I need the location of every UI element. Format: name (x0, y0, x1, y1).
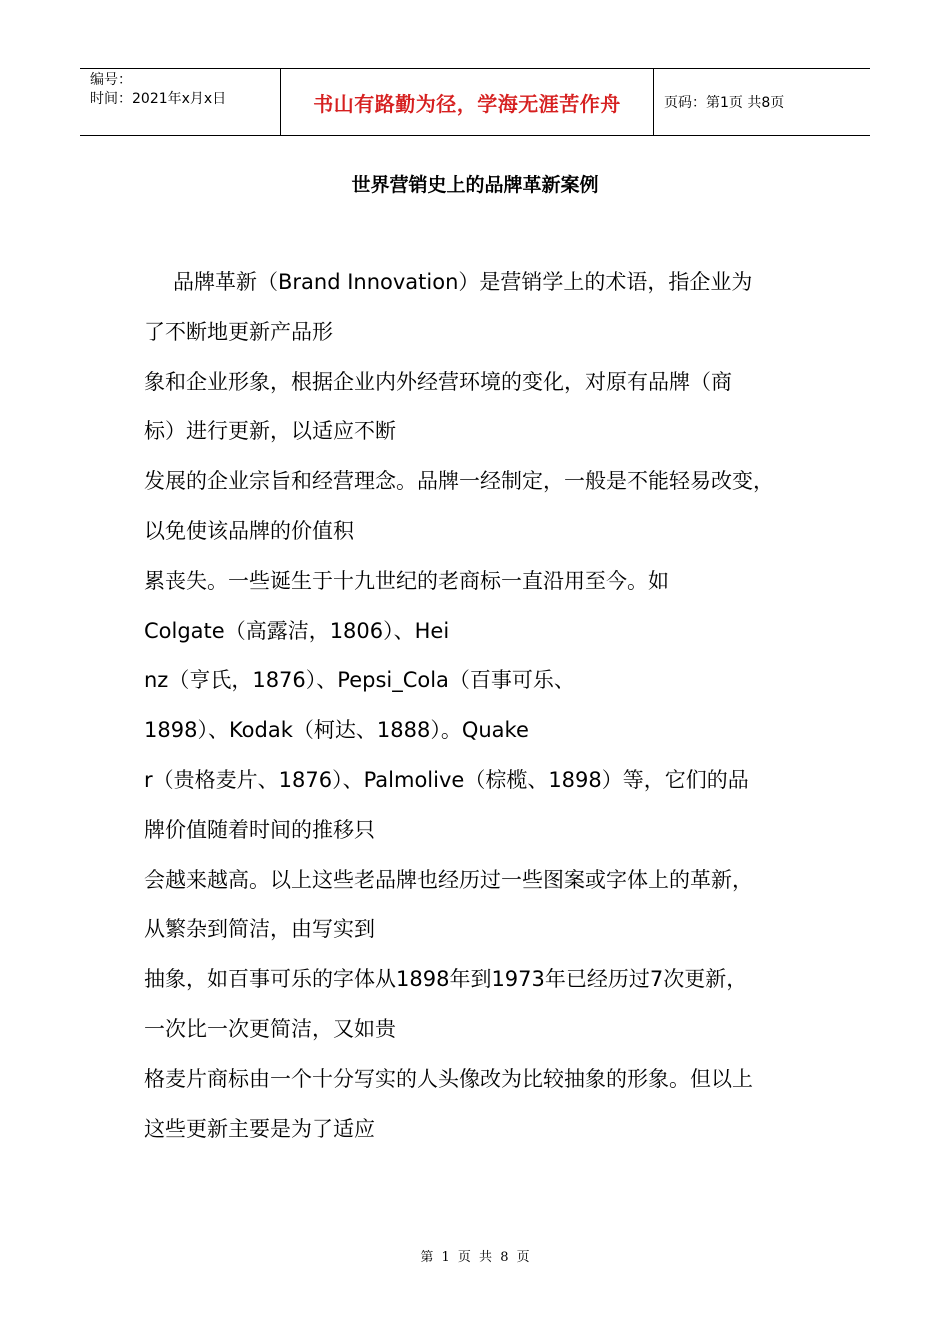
header-motto: 书山有路勤为径，学海无涯苦作舟 (313, 91, 621, 116)
body-line: nz（亨氏，1876）、Pepsi_Cola（百事可乐、 (144, 668, 575, 693)
document-title: 世界营销史上的品牌革新案例 (351, 174, 599, 196)
body-line: 标）进行更新，以适应不断 (144, 419, 396, 444)
body-line: 品牌革新（Brand Innovation）是营销学上的术语，指企业为 (173, 270, 753, 294)
body-line: 牌价值随着时间的推移只 (144, 817, 375, 842)
document-date-label: 时间：2021年x月x日 (90, 91, 227, 107)
body-line: 会越来越高。以上这些老品牌也经历过一些图案或字体上的革新， (144, 867, 753, 892)
document-number-label: 编号： (90, 72, 132, 88)
body-line: 以免使该品牌的价值积 (144, 518, 354, 543)
body-line: 象和企业形象，根据企业内外经营环境的变化，对原有品牌（商 (144, 369, 732, 394)
body-line: 累丧失。一些诞生于十九世纪的老商标一直沿用至今。如 (144, 568, 669, 593)
body-line: 了不断地更新产品形 (144, 319, 333, 344)
header-page-info: 页码：第1页 共8页 (664, 95, 785, 111)
document-body (144, 258, 824, 1154)
header-table (80, 68, 870, 136)
header-meta-cell (80, 69, 281, 135)
header-motto-cell (281, 69, 654, 135)
body-line: 一次比一次更简洁，又如贵 (144, 1016, 396, 1041)
header-page-cell (654, 69, 870, 135)
body-line: 格麦片商标由一个十分写实的人头像改为比较抽象的形象。但以上 (144, 1066, 753, 1091)
body-line: 抽象，如百事可乐的字体从1898年到1973年已经历过7次更新， (144, 967, 748, 992)
body-line: 发展的企业宗旨和经营理念。品牌一经制定，一般是不能轻易改变， (144, 469, 774, 494)
body-line: 1898）、Kodak（柯达、1888）。Quake (144, 718, 529, 743)
page-footer: 第 1 页 共 8 页 (420, 1250, 530, 1265)
body-line: r（贵格麦片、1876）、Palmolive（棕榄、1898）等，它们的品 (144, 767, 749, 792)
body-line: 从繁杂到简洁，由写实到 (144, 917, 375, 942)
body-line: Colgate（高露洁，1806）、Hei (144, 618, 450, 643)
body-line: 这些更新主要是为了适应 (144, 1116, 375, 1141)
